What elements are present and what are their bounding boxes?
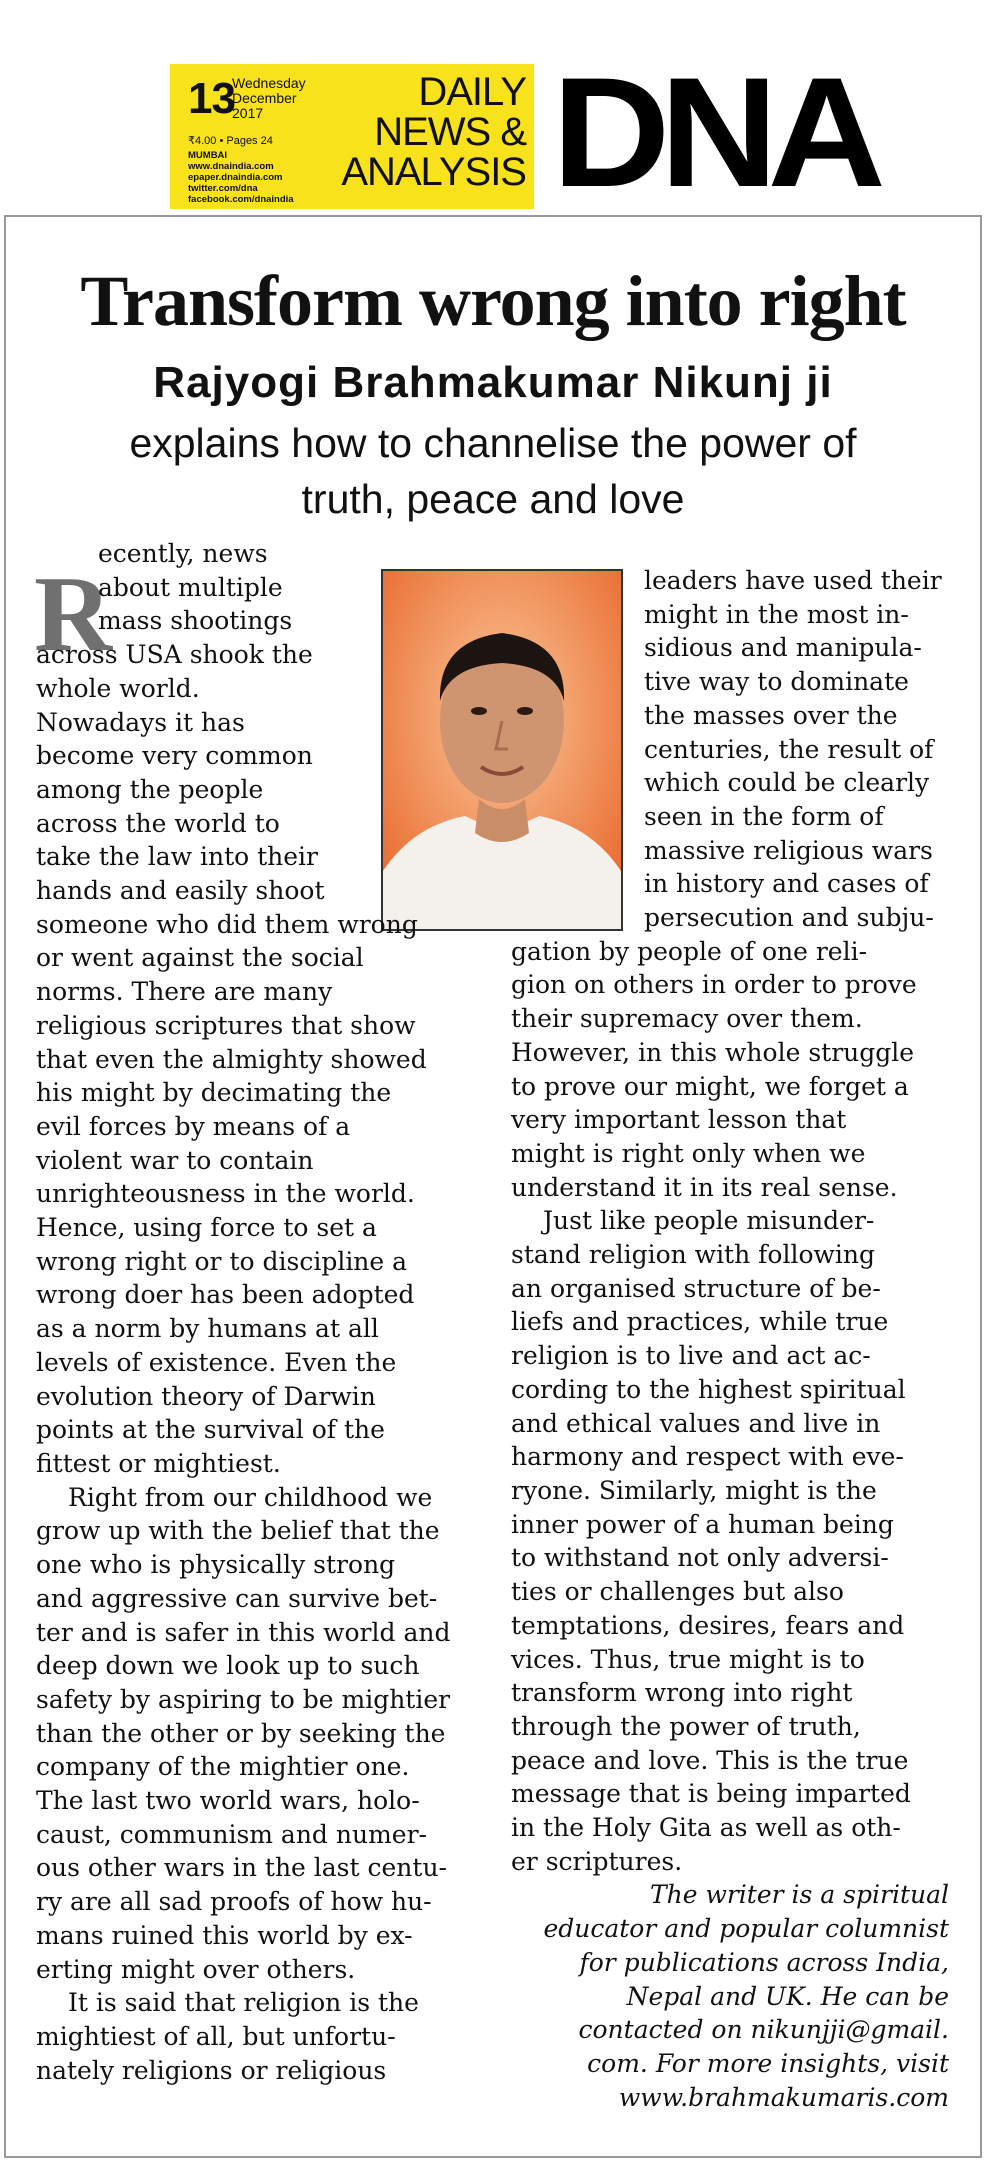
byline: Rajyogi Brahmakumar Nikunj ji [153,358,833,407]
body-line: peace and love. This is the true [511,1745,909,1775]
column-right [511,564,961,2114]
writer-note-line: educator and popular columnist [543,1914,949,1944]
body-line: sidious and manipula- [644,633,922,663]
writer-note-line: com. For more insights, visit [587,2048,949,2078]
deck-line: truth, peace and love [301,476,685,522]
tagline-line: ANALYSIS [341,150,526,194]
body-line: hands and easily shoot [36,876,325,906]
body-line: to prove our might, we forget a [511,1071,909,1101]
body-line: Just like people misunder- [543,1206,875,1236]
body-line: the masses over the [644,700,898,730]
info-city: MUMBAI [188,150,228,161]
body-line: among the people [36,774,264,804]
body-line: their supremacy over them. [511,1004,863,1034]
body-line: and ethical values and live in [511,1408,881,1438]
body-line: might in the most in- [644,599,909,629]
body-line: unrighteousness in the world. [36,1179,415,1209]
body-line: ous other wars in the last centu- [36,1853,447,1883]
body-line: grow up with the belief that the [36,1516,440,1546]
body-line: The last two world wars, holo- [36,1786,420,1816]
body-line: religious scriptures that show [36,1010,416,1040]
year: 2017 [232,105,264,121]
body-line: It is said that religion is the [68,1988,419,2018]
body-line: message that is being imparted [511,1779,911,1809]
body-line: cording to the highest spiritual [511,1374,906,1404]
body-line: massive religious wars [644,835,933,865]
body-line: wrong right or to discipline a [36,1246,408,1276]
body-line: evil forces by means of a [36,1111,351,1141]
body-line: company of the mightier one. [36,1752,410,1782]
price-pages: ₹4.00 • Pages 24 [188,135,273,147]
writer-note-line: for publications across India, [579,1947,949,1977]
body-line: than the other or by seeking the [36,1718,446,1748]
body-line: or went against the social [36,943,364,973]
body-line: in history and cases of [644,869,929,899]
drop-cap: R [34,555,112,674]
body-line: an organised structure of be- [511,1273,881,1303]
body-line: his might by decimating the [36,1078,392,1108]
weekday: Wednesday [232,75,306,91]
writer-note-line: The writer is a spiritual [649,1880,949,1910]
body-line: whole world. [36,673,200,703]
deck-line: explains how to channelise the power of [129,420,857,466]
body-line: vices. Thus, true might is to [511,1644,865,1674]
body-line: which could be clearly [644,768,930,798]
body-line: ter and is safer in this world and [36,1617,451,1647]
body-line: gion on others in order to prove [511,970,917,1000]
masthead-info [188,150,294,205]
body-line: persecution and subju- [644,903,934,933]
body-line: through the power of truth, [511,1711,861,1741]
body-line: as a norm by humans at all [36,1314,379,1344]
dna-logo: DNA [552,46,876,220]
body-line: levels of existence. Even the [36,1347,397,1377]
body-line: caust, communism and numer- [36,1819,427,1849]
body-line: someone who did them wrong [36,909,418,939]
body-line: stand religion with following [511,1240,876,1270]
body-line: harmony and respect with eve- [511,1442,904,1472]
date-day: 13 [188,74,235,123]
body-line: gation by people of one reli- [511,936,868,966]
body-line: mightiest of all, but unfortu- [36,2021,396,2051]
masthead [170,46,876,220]
info-website: www.dnaindia.com [188,161,274,172]
article-frame [4,215,982,2158]
body-line: very important lesson that [511,1105,847,1135]
body-line: er scriptures. [511,1846,683,1876]
body-line: centuries, the result of [644,734,934,764]
body-line: and aggressive can survive bet- [36,1583,438,1613]
writer-note-line: contacted on nikunjji@gmail. [578,2015,949,2045]
body-line: erting might over others. [36,1954,356,1984]
body-line: religion is to live and act ac- [511,1341,871,1371]
body-line: that even the almighty showed [36,1044,427,1074]
body-line: deep down we look up to such [36,1651,420,1681]
body-line: mans ruined this world by ex- [36,1920,413,1950]
body-line: However, in this whole struggle [511,1037,915,1067]
body-line: to withstand not only adversi- [511,1543,889,1573]
body-line: ties or challenges but also [511,1577,844,1607]
body-line: ecently, news [98,539,268,568]
body-line: temptations, desires, fears and [511,1610,905,1640]
deck [6,415,980,527]
body-line: Nowadays it has [36,707,245,737]
headline: Transform wrong into right [80,261,906,341]
date-words [232,76,306,121]
body-line: ry are all sad proofs of how hu- [36,1887,432,1917]
date-block [170,64,534,209]
body-line: transform wrong into right [511,1678,853,1708]
body-line: tive way to dominate [644,667,909,697]
body-line: inner power of a human being [511,1509,894,1539]
body-line: mass shootings [98,606,293,636]
body-line: Hence, using force to set a [36,1213,377,1243]
body-line: norms. There are many [36,977,333,1007]
info-epaper: epaper.dnaindia.com [188,172,283,183]
body-line: wrong doer has been adopted [36,1280,415,1310]
body-line: Right from our childhood we [68,1482,433,1512]
tagline-line: DAILY [418,70,526,114]
tagline-line: NEWS & [374,110,526,154]
body-line: one who is physically strong [36,1550,396,1580]
body-line: become very common [36,741,313,771]
info-facebook: facebook.com/dnaindia [188,194,294,205]
body-line: in the Holy Gita as well as oth- [511,1813,901,1843]
body-line: liefs and practices, while true [511,1307,889,1337]
month: December [232,90,297,106]
tagline [341,72,526,192]
body-line: across USA shook the [36,640,313,670]
body-line: leaders have used their [644,566,942,595]
body-line: points at the survival of the [36,1415,385,1445]
body-line: about multiple [98,572,283,602]
body-line: violent war to contain [36,1145,314,1175]
body-line: understand it in its real sense. [511,1172,898,1202]
body-line: safety by aspiring to be mightier [36,1684,451,1714]
body-line: take the law into their [36,842,319,872]
column-left [36,537,476,2087]
body-line: nately religions or religious [36,2055,387,2085]
body-line: fittest or mightiest. [36,1448,281,1478]
body-line: ryone. Similarly, might is the [511,1475,877,1505]
body-line: might is right only when we [511,1138,866,1168]
body-line: seen in the form of [644,801,884,831]
body-line: evolution theory of Darwin [36,1381,376,1411]
body-line: across the world to [36,808,280,838]
writer-note-line: www.brahmakumaris.com [618,2082,949,2112]
writer-note-line: Nepal and UK. He can be [626,1981,949,2011]
info-twitter: twitter.com/dna [188,183,258,194]
